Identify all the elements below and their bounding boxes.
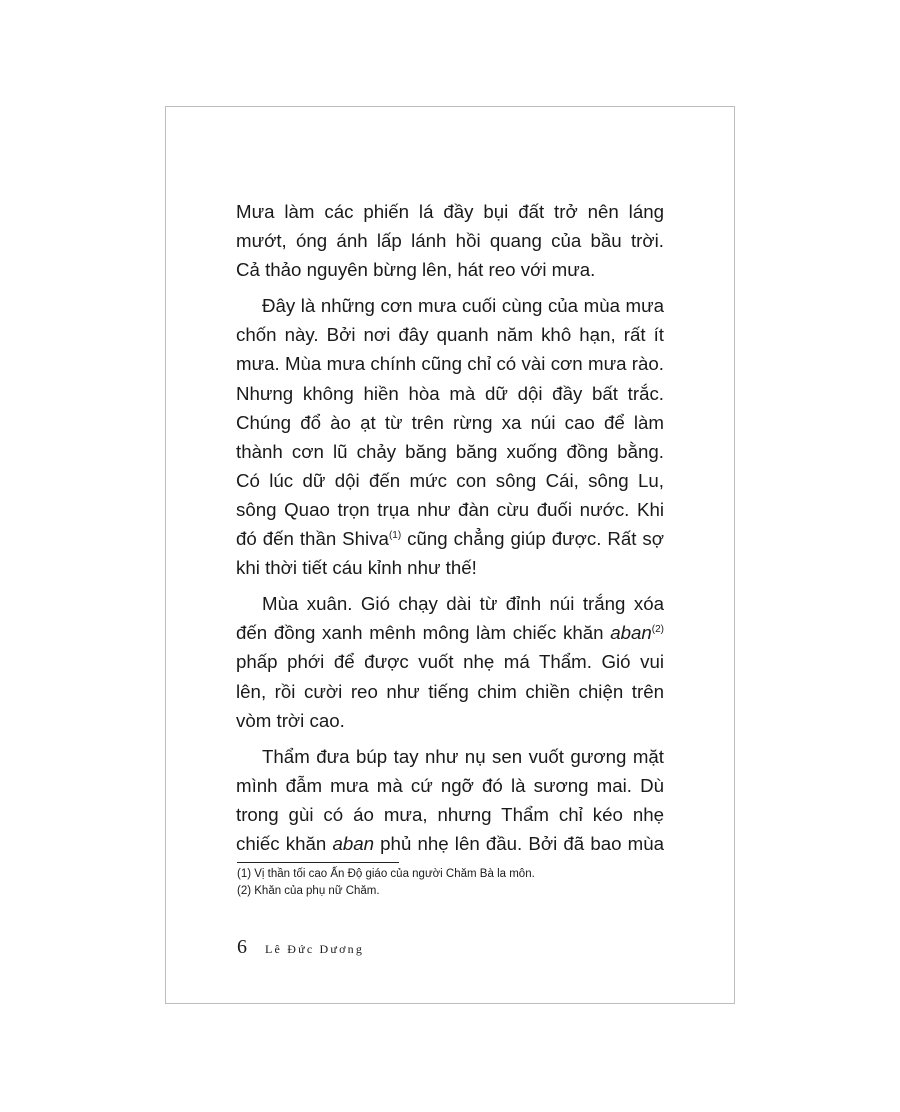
text-line [236,524,664,553]
paragraph-4 [236,742,664,858]
text-segment: cũng chẳng giúp được. Rất sợ [401,528,664,550]
text-line: Chúng đổ ào ạt từ trên rừng xa núi cao để làm [236,411,664,433]
text-line: Mùa xuân. Gió chạy dài từ đỉnh núi trắng xóa [262,593,664,615]
text-line: vòm trời cao. [236,709,345,731]
footnote-ref-1: (1) [388,529,402,541]
text-segment: đó đến thần Shiva [236,528,389,550]
paragraph-2 [236,291,664,582]
text-line: Nhưng không hiền hòa mà dữ dội đầy bất trắc. [236,382,664,404]
text-segment: chiếc khăn [236,832,333,854]
text-line: lên, rồi cười reo như tiếng chim chiền chiện trên [236,680,664,702]
text-line: Có lúc dữ dội đến mức con sông Cái, sông Lu, [236,469,664,491]
text-segment: phủ nhẹ lên đầu. Bởi đã bao mùa [380,832,664,854]
text-line: trong gùi có áo mưa, nhưng Thẩm chỉ kéo nhẹ [236,803,664,825]
text-line: chốn này. Bởi nơi đây quanh năm khô hạn, rất ít [236,324,664,346]
text-line: sông Quao trọn trụa như đàn cừu đuối nước. Khi [236,498,664,520]
text-line [236,829,664,858]
italic-term: aban [610,622,652,644]
italic-term: aban [332,832,375,854]
paragraph-1 [236,197,664,284]
footnote-ref-2: (2) [651,624,664,636]
text-line: Cả thảo nguyên bừng lên, hát reo với mưa. [236,259,596,281]
text-line: Đây là những cơn mưa cuối cùng của mùa mưa [262,295,664,317]
footnote-1: (1) Vị thần tối cao Ấn Độ giáo của người Chăm Bà la môn. [237,868,535,880]
text-line: mướt, óng ánh lấp lánh hồi quang của bầu trời. [236,230,664,252]
text-line: thành cơn lũ chảy băng băng xuống đồng bằng. [236,440,664,462]
running-author: Lê Đức Dương [265,942,365,956]
footnotes [237,866,535,900]
text-line: mưa. Mùa mưa chính cũng chỉ có vài cơn mưa rào. [236,353,664,375]
page-footer [237,936,364,959]
text-line: khi thời tiết cáu kỉnh như thế! [236,557,477,579]
body-text [236,197,664,865]
text-line: Thẩm đưa búp tay như nụ sen vuốt gương mặt [262,745,664,767]
text-line: mình đẫm mưa mà cứ ngỡ đó là sương mai. Dù [236,774,664,796]
footnote-2: (2) Khăn của phụ nữ Chăm. [237,885,380,897]
text-line [236,618,664,647]
footnote-divider [237,862,399,863]
text-line: Mưa làm các phiến lá đầy bụi đất trở nên láng [236,201,664,222]
page-number: 6 [237,936,247,958]
text-segment: đến đồng xanh mênh mông làm chiếc khăn [236,622,611,644]
paragraph-3 [236,589,664,734]
text-line: phấp phới để được vuốt nhẹ má Thẩm. Gió vui [236,651,664,673]
